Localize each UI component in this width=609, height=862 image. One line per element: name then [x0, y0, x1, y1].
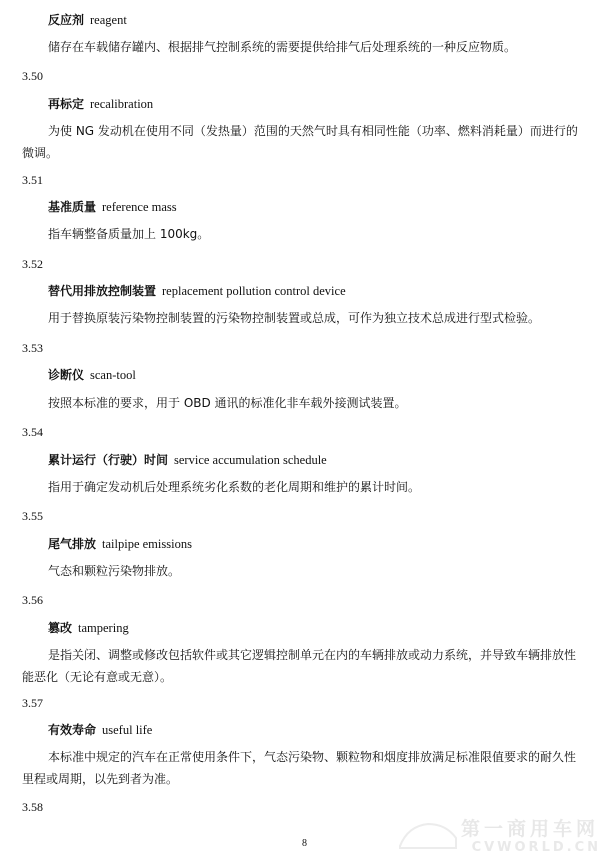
clause-number: 3.53 [22, 341, 43, 355]
term-definition: 按照本标准的要求，用于 OBD 通讯的标准化非车载外接测试装置。 [48, 396, 407, 410]
term-heading [48, 96, 153, 112]
term-en: reagent [90, 13, 127, 27]
term-zh: 基准质量 [48, 200, 97, 214]
term-definition: 气态和颗粒污染物排放。 [48, 564, 181, 578]
term-heading [48, 199, 177, 215]
term-heading [48, 12, 127, 28]
term-definition: 为使 NG 发动机在使用不同（发热量）范围的天然气时具有相同性能（功率、燃料消耗量）而进行的微调。 [22, 124, 578, 160]
clause-number: 3.57 [22, 696, 43, 710]
term-zh: 诊断仪 [48, 368, 85, 382]
term-heading [48, 722, 152, 738]
term-heading [48, 367, 136, 383]
term-zh: 累计运行（行驶）时间 [48, 453, 169, 467]
clause-number: 3.56 [22, 593, 43, 607]
term-definition: 指用于确定发动机后处理系统劣化系数的老化周期和维护的累计时间。 [48, 480, 421, 494]
car-silhouette-icon [398, 816, 458, 856]
clause-number: 3.51 [22, 173, 43, 187]
term-definition: 用于替换原装污染物控制装置的污染物控制装置或总成，可作为独立技术总成进行型式检验。 [48, 311, 541, 325]
term-en: service accumulation schedule [174, 453, 327, 467]
term-heading [48, 283, 346, 299]
term-zh: 有效寿命 [48, 723, 97, 737]
watermark-logo [398, 812, 603, 858]
page-number: 8 [302, 838, 307, 849]
term-heading [48, 620, 129, 636]
term-en: replacement pollution control device [162, 284, 346, 298]
term-en: reference mass [102, 200, 177, 214]
term-definition: 是指关闭、调整或修改包括软件或其它逻辑控制单元在内的车辆排放或动力系统，并导致车辆排放性能恶化（无论有意或无意）。 [22, 648, 577, 684]
term-en: recalibration [90, 97, 154, 111]
term-en: scan-tool [90, 368, 136, 382]
term-en: useful life [102, 723, 153, 737]
watermark-en: CVWORLD.CN [471, 840, 601, 855]
clause-number: 3.55 [22, 509, 43, 523]
term-zh: 反应剂 [48, 13, 85, 27]
term-en: tailpipe emissions [102, 537, 192, 551]
term-definition: 指车辆整备质量加上 100kg。 [48, 227, 210, 241]
term-zh: 替代用排放控制装置 [48, 284, 157, 298]
clause-number: 3.52 [22, 257, 43, 271]
clause-number: 3.58 [22, 800, 43, 814]
watermark-cn: 第一商用车网 [460, 818, 599, 840]
term-zh: 再标定 [48, 97, 85, 111]
term-en: tampering [78, 621, 129, 635]
term-heading [48, 536, 192, 552]
clause-number: 3.50 [22, 69, 43, 83]
term-heading [48, 452, 327, 468]
term-definition: 储存在车载储存罐内、根据排气控制系统的需要提供给排气后处理系统的一种反应物质。 [48, 40, 517, 54]
term-zh: 尾气排放 [48, 537, 97, 551]
clause-number: 3.54 [22, 425, 43, 439]
term-definition: 本标准中规定的汽车在正常使用条件下，气态污染物、颗粒物和烟度排放满足标准限值要求的耐久性里程或周期，以先到者为准。 [22, 750, 577, 786]
term-zh: 篡改 [48, 621, 73, 635]
